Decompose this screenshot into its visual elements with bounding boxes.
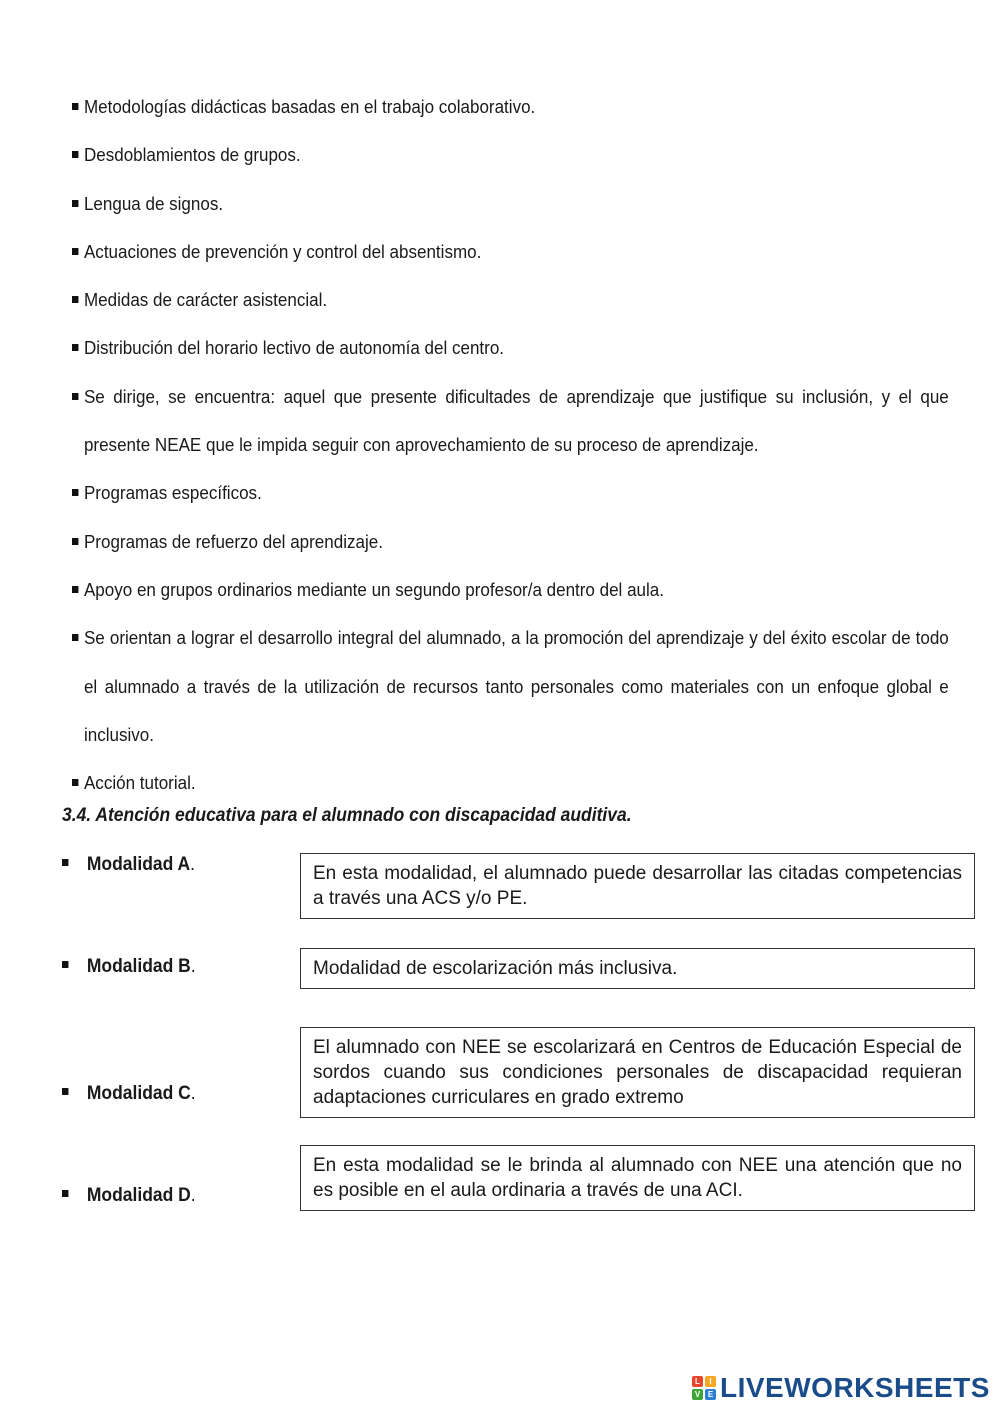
bullet-square-icon xyxy=(72,586,78,593)
logo-tiles-icon: L I V E xyxy=(692,1376,716,1400)
list-item: Medidas de carácter asistencial. xyxy=(72,276,949,324)
bullet-square-icon xyxy=(72,151,78,158)
list-item: Lengua de signos. xyxy=(72,180,949,228)
logo-wordmark: LIVEWORKSHEETS xyxy=(720,1372,990,1403)
bullet-square-icon xyxy=(72,296,78,303)
bullet-square-icon xyxy=(72,344,78,351)
bullet-square-icon xyxy=(72,779,78,786)
bullet-square-icon xyxy=(72,248,78,255)
bullet-list xyxy=(72,83,949,807)
section-heading: 3.4. Atención educativa para el alumnado con discapacidad auditiva. xyxy=(62,805,632,826)
list-item: Acción tutorial. xyxy=(72,759,949,807)
list-item: Programas de refuerzo del aprendizaje. xyxy=(72,518,949,566)
modality-c-answer-box[interactable]: El alumnado con NEE se escolarizará en Centros de Educación Especial de sordos cuando sus condiciones personales de discapacidad requieran adaptaciones curriculares en grado extremo xyxy=(300,1027,975,1118)
list-item: Se orientan a lograr el desarrollo integral del alumnado, a la promoción del aprendizaje y del éxito escolar de todo el alumnado a través de la utilización de recursos tanto personales como materiales con un enfoque global e inclusivo. xyxy=(72,614,949,759)
modality-c-label: Modalidad C. xyxy=(62,1083,196,1105)
modality-d-answer-box[interactable]: En esta modalidad se le brinda al alumnado con NEE una atención que no es posible en el aula ordinaria a través de una ACI. xyxy=(300,1145,975,1211)
modality-a-label: Modalidad A. xyxy=(62,854,195,876)
bullet-square-icon xyxy=(62,1190,68,1197)
list-item: Apoyo en grupos ordinarios mediante un segundo profesor/a dentro del aula. xyxy=(72,566,949,614)
modality-d-label: Modalidad D. xyxy=(62,1185,196,1207)
bullet-square-icon xyxy=(62,1088,68,1095)
list-item: Actuaciones de prevención y control del absentismo. xyxy=(72,228,949,276)
modality-b-answer-box[interactable]: Modalidad de escolarización más inclusiva. xyxy=(300,948,975,989)
bullet-square-icon xyxy=(72,634,78,641)
bullet-square-icon xyxy=(72,393,78,400)
list-item: Desdoblamientos de grupos. xyxy=(72,131,949,179)
liveworksheets-logo xyxy=(692,1373,990,1403)
list-item: Programas específicos. xyxy=(72,469,949,517)
bullet-square-icon xyxy=(72,489,78,496)
modality-b-label: Modalidad B. xyxy=(62,956,196,978)
list-item: Metodologías didácticas basadas en el trabajo colaborativo. xyxy=(72,83,949,131)
list-item: Se dirige, se encuentra: aquel que presente dificultades de aprendizaje que justifique su inclusión, y el que presente NEAE que le impida seguir con aprovechamiento de su proceso de aprendizaje. xyxy=(72,373,949,470)
bullet-square-icon xyxy=(72,538,78,545)
list-item: Distribución del horario lectivo de autonomía del centro. xyxy=(72,324,949,372)
modality-a-answer-box[interactable]: En esta modalidad, el alumnado puede desarrollar las citadas competencias a través una ACS y/o PE. xyxy=(300,853,975,919)
bullet-square-icon xyxy=(72,103,78,110)
bullet-square-icon xyxy=(62,859,68,866)
bullet-square-icon xyxy=(62,961,68,968)
bullet-square-icon xyxy=(72,200,78,207)
